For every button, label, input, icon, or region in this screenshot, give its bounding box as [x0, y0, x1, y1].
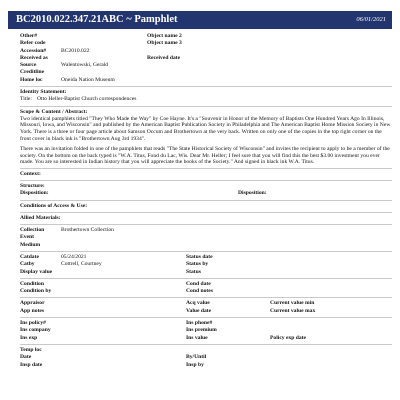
field-label: Catby — [20, 261, 35, 268]
scope-paragraph-1: Two identical pamphlets titled "They Who Made the Way" by Coe Hayne. It's a "Souvenir in Honor of the Memory of Baptists One Hundred Years Ago In Illinois, Missouri, Iowa, and Wisconsin" and published by the American Baptist Publication Society in Philadelphia and The American Baptist Home Mission Society in New York. There is a three or four page article about Samson Occum and Brothertown at the very back. Written on only one of the copies in the top right corner on the front cover in black ink is "Brothertown Aug 3rd 1934". — [20, 115, 391, 142]
divider — [20, 344, 392, 345]
scope-heading: Scope & Content / Abstract: — [20, 108, 88, 115]
catalog-row — [20, 254, 392, 261]
condition-row — [20, 288, 392, 295]
field-label: Insp by — [186, 361, 204, 368]
top-fields — [20, 33, 392, 84]
field-label: Object name 2 — [147, 33, 182, 39]
divider — [20, 200, 392, 201]
field-label: Ins value — [186, 334, 208, 341]
field-label: Ins exp — [20, 334, 38, 341]
structure-label: Structure: — [20, 183, 45, 190]
insurance-row — [20, 327, 392, 334]
field-label: Insp date — [20, 361, 43, 368]
field-label: App notes — [20, 307, 45, 314]
title-bar — [8, 11, 392, 29]
identity-heading: Identity Statement: — [20, 89, 67, 96]
field-label: Display value — [20, 268, 53, 275]
title-value: Otto Heller-Baptist Church correspondences — [37, 96, 137, 103]
divider — [20, 278, 392, 279]
field-row — [20, 62, 392, 69]
print-date: 06/01/2021 — [356, 16, 386, 23]
location-row — [20, 362, 392, 369]
field-value: Cottrell, Courtney — [61, 261, 102, 268]
field-label: Current value max — [270, 307, 316, 314]
title-label: Title: — [20, 96, 32, 103]
appraisal-row — [20, 300, 392, 307]
field-label: Appraisor — [20, 300, 45, 307]
field-row — [20, 33, 392, 40]
disposition-label-right: Disposition: — [238, 190, 267, 197]
appraisal-row — [20, 308, 392, 315]
field-value: Brothertown Collection — [61, 227, 114, 234]
field-label: Policy exp date — [270, 334, 307, 341]
field-label: Medium — [20, 241, 41, 248]
record-content — [20, 33, 392, 369]
field-label: Received as — [20, 54, 48, 61]
field-label: Other# — [20, 33, 38, 39]
location-row — [20, 354, 392, 361]
disposition-label: Disposition: — [20, 190, 49, 197]
record-title: BC2010.022.347.21ABC ~ Pamphlet — [16, 14, 178, 25]
field-label: Cond notes — [186, 288, 213, 295]
field-label: By/Until — [186, 354, 207, 361]
field-label: Condition — [20, 280, 44, 287]
divider — [20, 297, 392, 298]
field-label: Status date — [186, 253, 213, 260]
field-label: Ins company — [20, 327, 51, 334]
field-label: Accession# — [20, 47, 47, 54]
field-value: Oneida Nation Museum — [61, 76, 115, 83]
medium-row — [20, 242, 392, 249]
field-row — [20, 48, 392, 55]
field-label: Date — [20, 354, 32, 361]
header-area — [0, 0, 400, 32]
divider — [20, 224, 392, 225]
field-label: Object name 3 — [147, 40, 182, 47]
field-label: Ins phone# — [186, 320, 213, 327]
field-label: Received date — [147, 54, 181, 61]
field-row — [20, 55, 392, 62]
field-label: Ins policy# — [20, 320, 46, 327]
conditions-heading: Conditions of Access & Use: — [20, 202, 88, 209]
field-label: Refer code — [20, 40, 46, 47]
field-label: Acq value — [186, 300, 210, 307]
condition-row — [20, 281, 392, 288]
field-value: 05/24/2021 — [61, 253, 87, 260]
field-label: Home loc — [20, 76, 43, 83]
field-label: Ins premium — [186, 327, 217, 334]
divider — [20, 168, 392, 169]
field-label: Status by — [186, 261, 209, 268]
scope-paragraph-2: There was an invitation folded in one of the pamphlets that reads "The State Historical Society of Wisconsin" and invites the recipient to apply to be a member of the society. On the bottom on the back typed is "W.A. Titus, Fond du Lac, Wis. Dear Mr. Heller; I feel sure that you will find this the best $3.00 investment you ever made. You are so interested in Indian history that you will appreciate the books of the Society." And signed in black ink W.A. Titus. — [20, 146, 390, 166]
field-row — [20, 69, 392, 76]
collection-row — [20, 227, 392, 234]
divider — [20, 106, 392, 107]
location-row — [20, 347, 392, 354]
insurance-row — [20, 320, 392, 327]
field-label: Status — [186, 268, 201, 275]
field-value: Walentowski, Gerald — [61, 62, 109, 69]
field-label: Cond date — [186, 280, 211, 287]
disposition-row — [20, 190, 392, 197]
divider — [20, 180, 392, 181]
divider — [20, 86, 392, 87]
field-label: Value date — [186, 307, 212, 314]
field-label: Event — [20, 234, 34, 241]
field-label: Temp loc — [20, 346, 42, 353]
title-row — [20, 96, 392, 103]
field-label: Condition by — [20, 288, 52, 295]
divider — [20, 251, 392, 252]
structure-row — [20, 183, 392, 190]
catalog-row — [20, 269, 392, 276]
field-label: Collection — [20, 227, 45, 234]
insurance-row — [20, 335, 392, 342]
divider — [20, 317, 392, 318]
divider — [20, 212, 392, 213]
field-label: Source — [20, 62, 37, 69]
allied-heading: Allied Materials: — [20, 214, 61, 221]
field-row — [20, 77, 392, 84]
context-heading: Context: — [20, 170, 41, 177]
field-row — [20, 40, 392, 47]
field-label: Current value min — [270, 300, 315, 307]
event-row — [20, 234, 392, 241]
field-value: BC2010.022 — [61, 47, 90, 54]
field-label: Catdate — [20, 253, 39, 260]
field-label: Creditline — [20, 69, 45, 76]
catalog-row — [20, 261, 392, 268]
